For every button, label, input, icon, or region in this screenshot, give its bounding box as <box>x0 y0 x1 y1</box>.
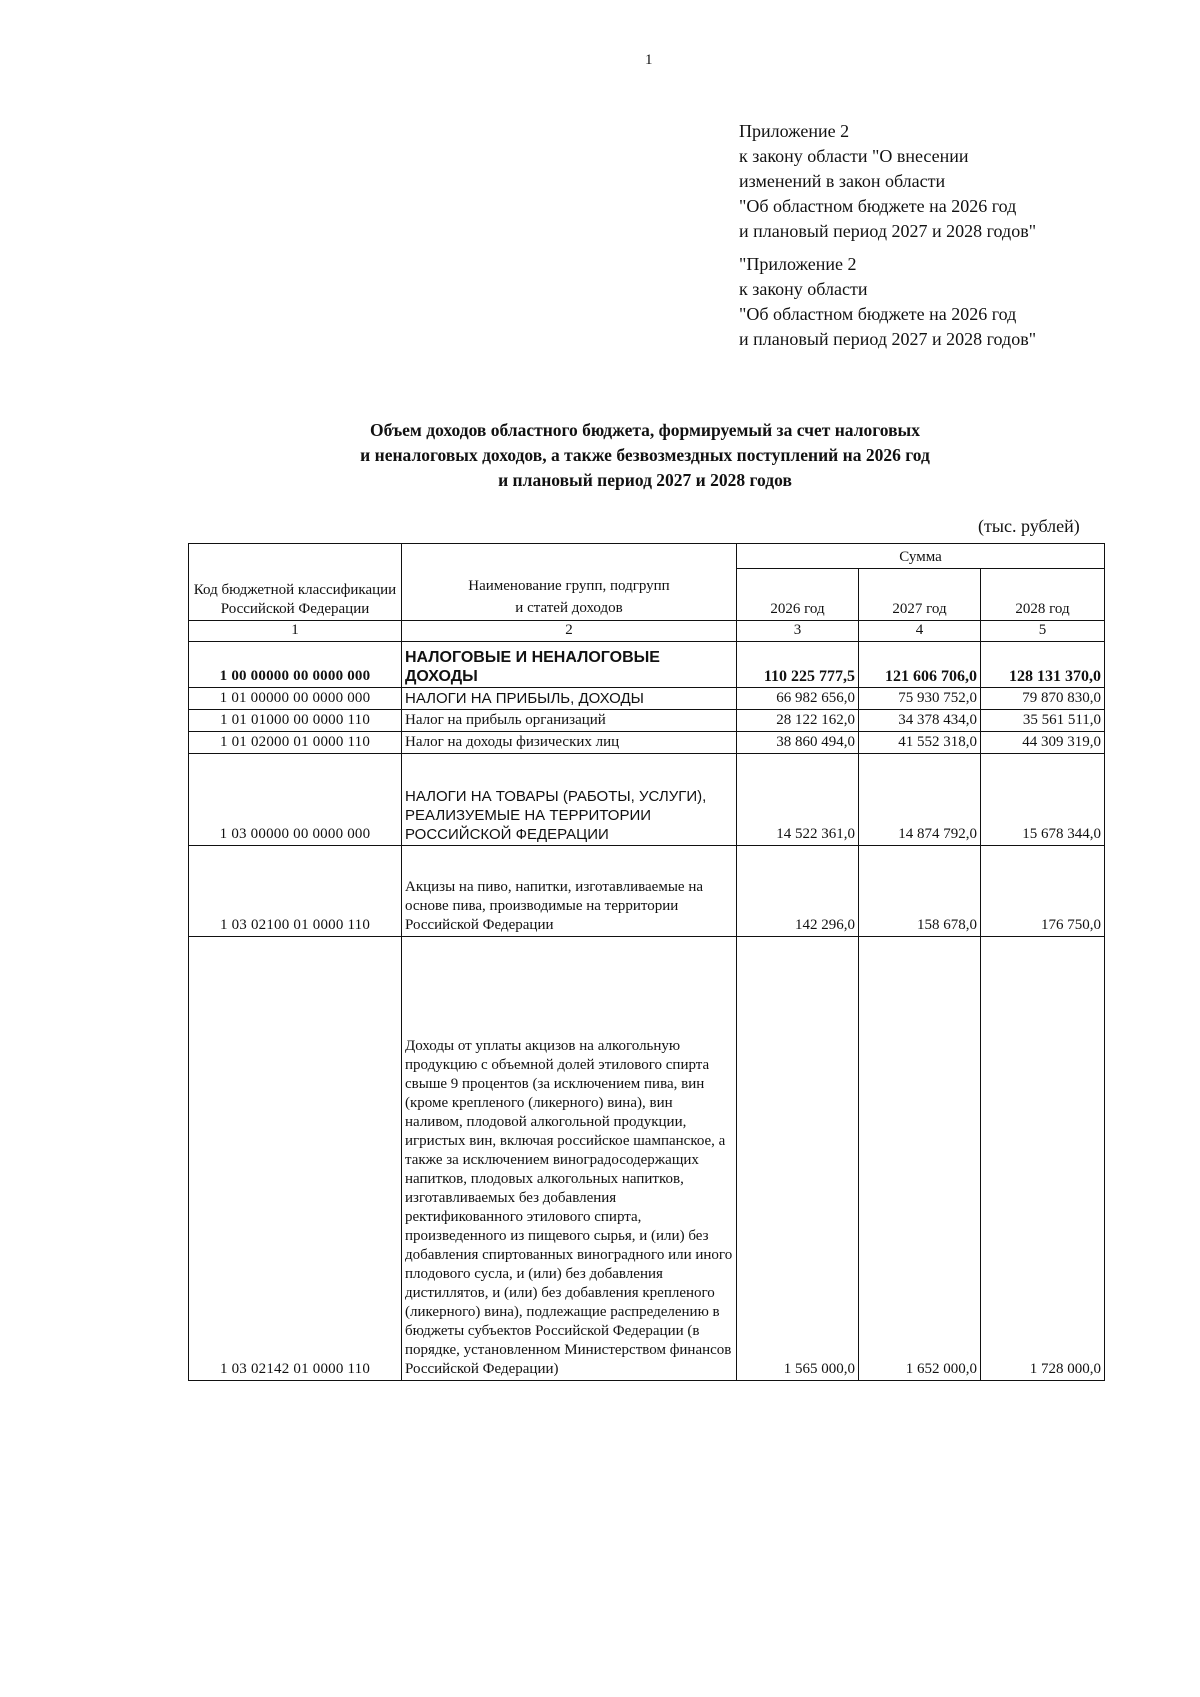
table-header-row <box>189 544 1105 569</box>
column-number-row <box>189 621 1105 642</box>
row-value-2026: 1 565 000,0 <box>737 937 859 1381</box>
column-number: 2 <box>402 621 737 642</box>
row-value-2026: 28 122 162,0 <box>737 710 859 732</box>
row-code: 1 01 01000 00 0000 110 <box>189 710 402 732</box>
table-row <box>189 642 1105 688</box>
header-name-line: Наименование групп, подгрупп <box>468 578 670 594</box>
header-year-2026: 2026 год <box>737 569 859 621</box>
column-number: 1 <box>189 621 402 642</box>
row-value-2028: 128 131 370,0 <box>981 642 1105 688</box>
title-line: и неналоговых доходов, а также безвозмездных поступлений на 2026 год <box>360 445 930 465</box>
row-value-2026: 110 225 777,5 <box>737 642 859 688</box>
row-value-2026: 142 296,0 <box>737 846 859 937</box>
row-value-2027: 75 930 752,0 <box>859 688 981 710</box>
row-value-2027: 34 378 434,0 <box>859 710 981 732</box>
appendix-line: "Об областном бюджете на 2026 год <box>739 304 1017 324</box>
row-name: НАЛОГИ НА ПРИБЫЛЬ, ДОХОДЫ <box>402 688 737 710</box>
appendix-line: "Об областном бюджете на 2026 год <box>739 196 1017 216</box>
appendix-line: "Приложение 2 <box>739 254 857 274</box>
row-code: 1 00 00000 00 0000 000 <box>189 642 402 688</box>
title-line: Объем доходов областного бюджета, формируемый за счет налоговых <box>370 420 920 440</box>
header-sum: Сумма <box>737 544 1105 569</box>
page-number: 1 <box>645 52 653 68</box>
row-name: Налог на доходы физических лиц <box>402 732 737 754</box>
table-row <box>189 688 1105 710</box>
header-year-2028: 2028 год <box>981 569 1105 621</box>
column-number: 5 <box>981 621 1105 642</box>
table-row <box>189 937 1105 1381</box>
row-value-2027: 158 678,0 <box>859 846 981 937</box>
appendix-line: и плановый период 2027 и 2028 годов" <box>739 221 1037 241</box>
row-value-2027: 121 606 706,0 <box>859 642 981 688</box>
table-row <box>189 846 1105 937</box>
row-value-2027: 1 652 000,0 <box>859 937 981 1381</box>
table-row <box>189 754 1105 846</box>
row-code: 1 03 00000 00 0000 000 <box>189 754 402 846</box>
row-code: 1 01 02000 01 0000 110 <box>189 732 402 754</box>
row-name: НАЛОГИ НА ТОВАРЫ (РАБОТЫ, УСЛУГИ), РЕАЛИЗУЕМЫЕ НА ТЕРРИТОРИИ РОССИЙСКОЙ ФЕДЕРАЦИИ <box>402 754 737 846</box>
title-line: и плановый период 2027 и 2028 годов <box>498 470 792 490</box>
row-code: 1 03 02142 01 0000 110 <box>189 937 402 1381</box>
column-number: 4 <box>859 621 981 642</box>
row-value-2026: 38 860 494,0 <box>737 732 859 754</box>
appendix-line: Приложение 2 <box>739 121 850 141</box>
units-label: (тыс. рублей) <box>978 516 1080 536</box>
row-value-2026: 14 522 361,0 <box>737 754 859 846</box>
header-name-line: и статей доходов <box>515 600 623 616</box>
row-value-2028: 79 870 830,0 <box>981 688 1105 710</box>
appendix-line: и плановый период 2027 и 2028 годов" <box>739 329 1037 349</box>
document-title <box>200 418 1090 493</box>
table-row <box>189 732 1105 754</box>
row-name: НАЛОГОВЫЕ И НЕНАЛОГОВЫЕ ДОХОДЫ <box>402 642 737 688</box>
row-value-2028: 44 309 319,0 <box>981 732 1105 754</box>
row-value-2027: 14 874 792,0 <box>859 754 981 846</box>
appendix-line: изменений в закон области <box>739 171 946 191</box>
row-value-2028: 1 728 000,0 <box>981 937 1105 1381</box>
budget-table <box>188 543 1105 1381</box>
row-value-2028: 176 750,0 <box>981 846 1105 937</box>
appendix-line: к закону области <box>739 279 868 299</box>
header-year-2027: 2027 год <box>859 569 981 621</box>
row-code: 1 01 00000 00 0000 000 <box>189 688 402 710</box>
column-number: 3 <box>737 621 859 642</box>
row-name: Налог на прибыль организаций <box>402 710 737 732</box>
row-name: Акцизы на пиво, напитки, изготавливаемые на основе пива, производимые на территории Российской Федерации <box>402 846 737 937</box>
row-value-2028: 15 678 344,0 <box>981 754 1105 846</box>
appendix-note <box>739 119 1139 244</box>
row-value-2027: 41 552 318,0 <box>859 732 981 754</box>
table-row <box>189 710 1105 732</box>
appendix-line: к закону области "О внесении <box>739 146 969 166</box>
row-value-2028: 35 561 511,0 <box>981 710 1105 732</box>
header-code: Код бюджетной классификации Российской Федерации <box>189 544 402 621</box>
row-code: 1 03 02100 01 0000 110 <box>189 846 402 937</box>
appendix-original-note <box>739 252 1139 352</box>
row-value-2026: 66 982 656,0 <box>737 688 859 710</box>
header-name <box>402 544 737 621</box>
row-name: Доходы от уплаты акцизов на алкогольную продукцию с объемной долей этилового спирта свыше 9 процентов (за исключением пива, вин (кроме крепленого (ликерного) вина), вин наливом, плодовой алкогольной продукции, игристых вин, включая российское шампанское, а также за исключением виноградосодержащих напитков, плодовых алкогольных напитков, изготавливаемых без добавления ректификованного этилового спирта, произведенного из пищевого сырья, и (или) без добавления спиртованных виноградного или иного плодового сусла, и (или) без добавления дистиллятов, и (или) без добавления крепленого (ликерного) вина), подлежащие распределению в бюджеты субъектов Российской Федерации (в порядке, установленном Министерством финансов Российской Федерации) <box>402 937 737 1381</box>
